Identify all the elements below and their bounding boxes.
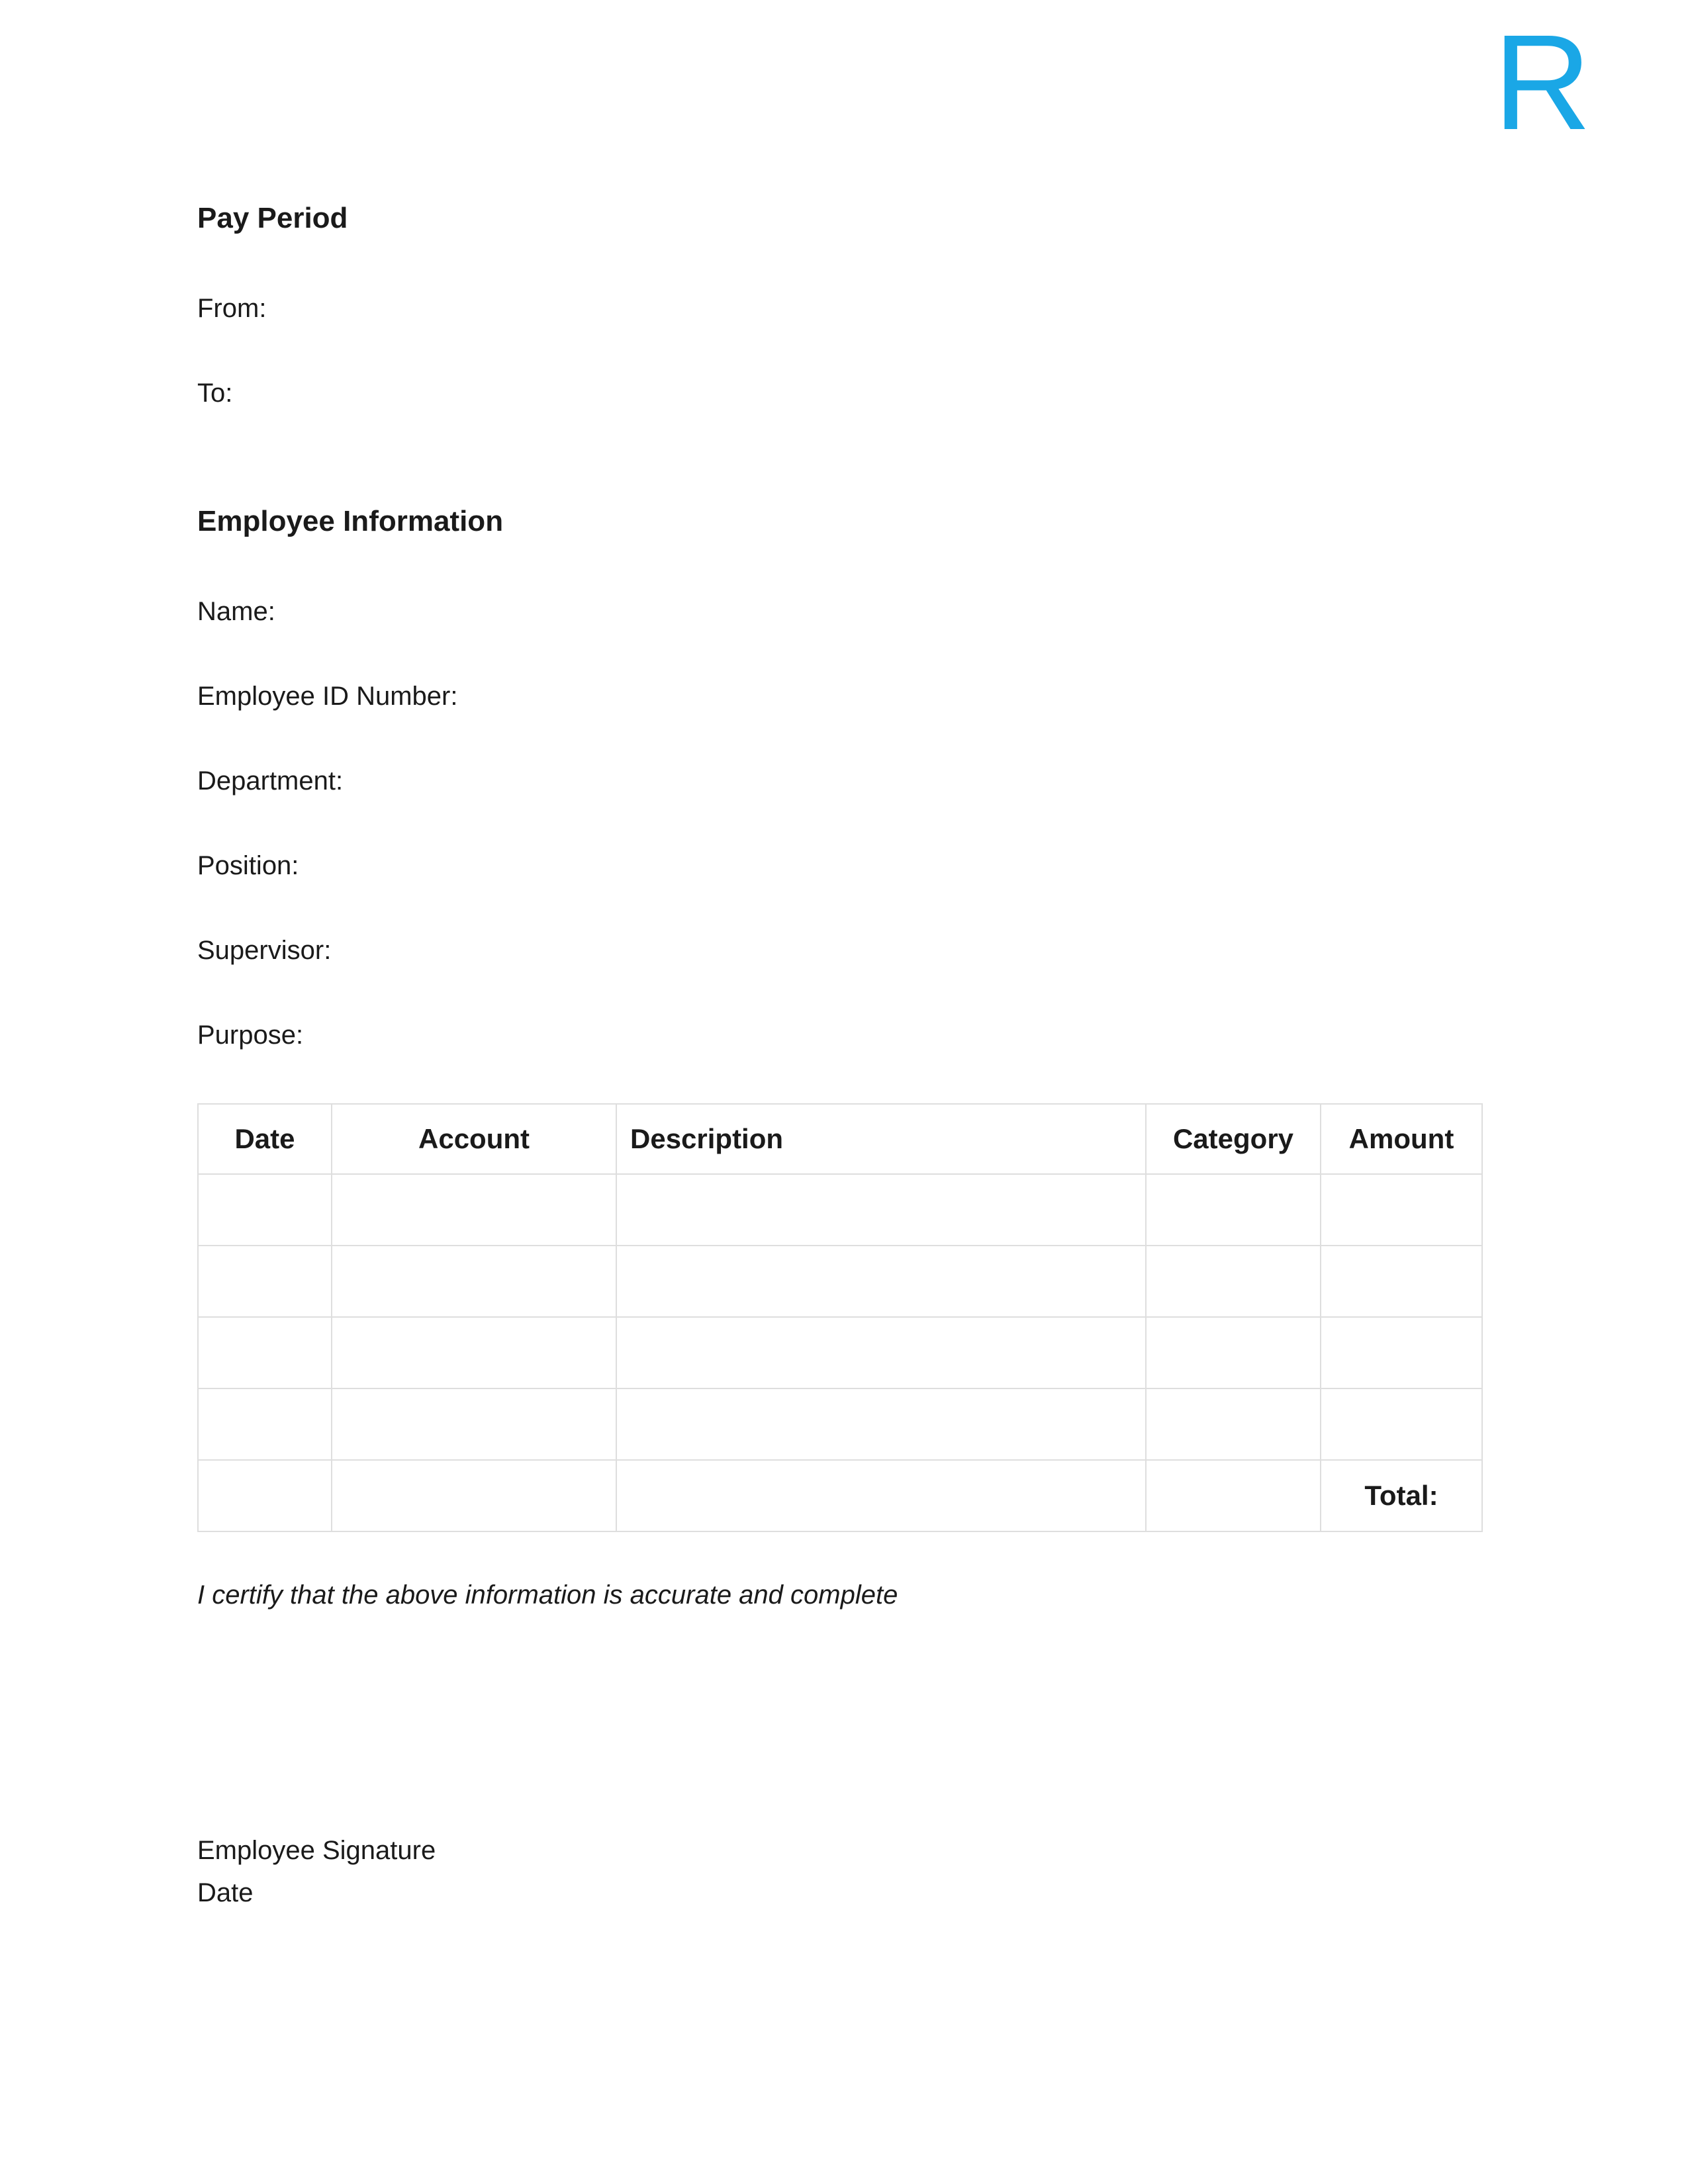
table-row [198, 1246, 1482, 1317]
description-cell[interactable] [616, 1174, 1146, 1246]
pay-period-heading: Pay Period [197, 202, 348, 234]
amount-cell[interactable] [1321, 1388, 1482, 1460]
employee-information-heading: Employee Information [197, 505, 504, 537]
table-header-row [198, 1104, 1482, 1174]
date-cell[interactable] [198, 1174, 332, 1246]
category-cell[interactable] [1146, 1246, 1321, 1317]
account-cell[interactable] [332, 1317, 616, 1388]
date-cell[interactable] [198, 1246, 332, 1317]
category-cell[interactable] [1146, 1174, 1321, 1246]
amount-cell[interactable] [1321, 1174, 1482, 1246]
table-row [198, 1317, 1482, 1388]
category-cell[interactable] [1146, 1388, 1321, 1460]
description-cell[interactable] [616, 1246, 1146, 1317]
column-header-amount: Amount [1321, 1104, 1482, 1174]
column-header-date: Date [198, 1104, 332, 1174]
description-cell[interactable] [616, 1317, 1146, 1388]
amount-cell[interactable] [1321, 1317, 1482, 1388]
employee-id-label: Employee ID Number: [197, 682, 458, 711]
total-row-empty-cell [616, 1460, 1146, 1531]
total-row-empty-cell [198, 1460, 332, 1531]
account-cell[interactable] [332, 1174, 616, 1246]
to-label: To: [197, 379, 233, 408]
date-cell[interactable] [198, 1317, 332, 1388]
from-label: From: [197, 294, 267, 323]
employee-signature-label: Employee Signature [197, 1836, 436, 1865]
signature-date-label: Date [197, 1878, 254, 1907]
purpose-label: Purpose: [197, 1021, 304, 1050]
certification-statement: I certify that the above information is accurate and complete [197, 1580, 898, 1610]
table-row [198, 1388, 1482, 1460]
total-row-empty-cell [1146, 1460, 1321, 1531]
supervisor-label: Supervisor: [197, 936, 332, 965]
department-label: Department: [197, 766, 344, 796]
account-cell[interactable] [332, 1388, 616, 1460]
table-row [198, 1174, 1482, 1246]
account-cell[interactable] [332, 1246, 616, 1317]
expense-table [197, 1103, 1483, 1532]
date-cell[interactable] [198, 1388, 332, 1460]
amount-cell[interactable] [1321, 1246, 1482, 1317]
table-total-row [198, 1460, 1482, 1531]
column-header-description: Description [616, 1104, 1146, 1174]
company-logo: R [1493, 7, 1592, 158]
name-label: Name: [197, 597, 275, 626]
total-row-empty-cell [332, 1460, 616, 1531]
description-cell[interactable] [616, 1388, 1146, 1460]
column-header-account: Account [332, 1104, 616, 1174]
position-label: Position: [197, 851, 299, 880]
category-cell[interactable] [1146, 1317, 1321, 1388]
total-label: Total: [1321, 1460, 1482, 1531]
column-header-category: Category [1146, 1104, 1321, 1174]
